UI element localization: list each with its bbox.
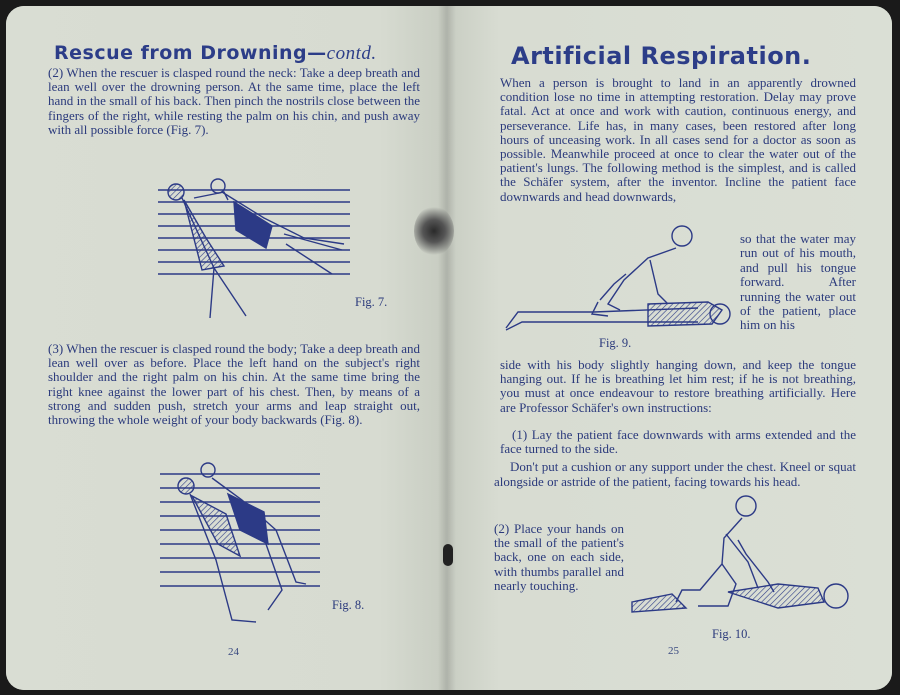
ink-stain [414, 206, 454, 256]
left-para-1: (2) When the rescuer is clasped round the neck: Take a deep breath and lean well over the drowning person. At the same time, place the left hand in the small of his back. Then pinch the nostrils close between the fingers of the right, while resting the palm on his chin, and push away with all possible force (Fig. 7). [48, 65, 420, 137]
left-page-number: 24 [228, 646, 239, 658]
right-para-1-rest: side with his body slightly hanging down, and keep the tongue hanging out. If he is breathing let him rest; if he is not breathing, you must at once endeavour to restore breathing artificially. Here are Professor Schäfer's own instructions: [500, 357, 856, 415]
right-para-1: When a person is brought to land in an apparently drowned condition lose no time in attempting restoration. Delay may prove fatal. Act at once and work with caution, continuous energy, and perseverance. Life has, in many cases, been restored after long hours of unceasing work. In all cases send for a doctor as soon as possible. Meanwhile proceed at once to clear the water out of the patient's lungs. The following method is the simplest, and is called the Schäfer system, after the inventor. Incline the patient face downwards and head downwards, [500, 75, 856, 204]
figure-8-illustration [156, 460, 324, 630]
binding-hole [443, 544, 453, 566]
instruction-1-note: Don't put a cushion or any support under the chest. Kneel or squat alongside or astride of the patient, facing towards his head. [494, 459, 856, 489]
left-para-2: (3) When the rescuer is clasped round the body; Take a deep breath and lean well over as before. Place the left hand on the subject's right shoulder and the right palm on his chin. At the same time bring the right knee against the lower part of his chest. Then, by means of a strong and sudden push, stretch your arms and leap straight out, throwing the whole weight of your body backwards (Fig. 8). [48, 341, 420, 428]
fig-7-caption: Fig. 7. [355, 295, 388, 309]
fig-9-caption: Fig. 9. [599, 336, 632, 350]
left-page-title [54, 42, 377, 65]
booklet-spread [6, 6, 892, 690]
right-para-1-narrow: so that the water may run out of his mouth, and pull his tongue forward. After running the water out of the patient, place him on his [740, 231, 856, 333]
figure-10-illustration [628, 492, 858, 622]
left-title-contd: contd. [326, 43, 377, 64]
fig-8-caption: Fig. 8. [332, 598, 365, 612]
figure-7-illustration [154, 178, 354, 326]
fig-10-caption: Fig. 10. [712, 627, 751, 641]
figure-9-illustration [498, 218, 734, 336]
spine-shadow [438, 6, 456, 690]
instruction-1: (1) Lay the patient face downwards with arms extended and the face turned to the side. [500, 427, 856, 457]
right-page-title: Artificial Respiration. [511, 42, 812, 70]
instruction-2: (2) Place your hands on the small of the patient's back, one on each side, with thumbs parallel and nearly touching. [494, 521, 624, 593]
left-title-main: Rescue from Drowning— [54, 42, 327, 64]
right-page-number: 25 [668, 645, 679, 657]
